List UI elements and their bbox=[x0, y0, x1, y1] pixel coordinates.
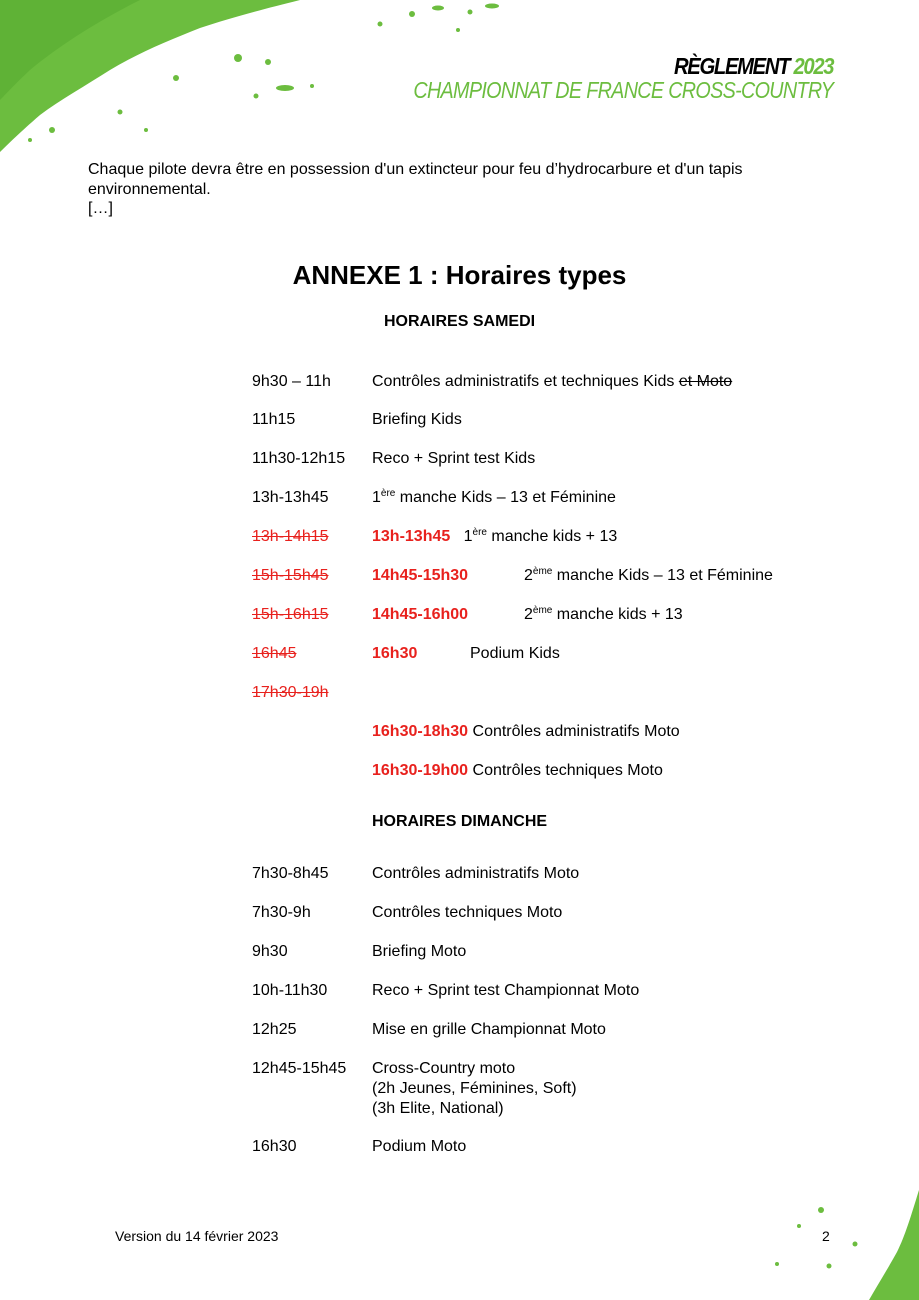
new-time: 16h30 bbox=[372, 645, 418, 662]
brand-title: RÈGLEMENT bbox=[673, 53, 789, 79]
brand-year: 2023 bbox=[793, 53, 833, 79]
description: Reco + Sprint test Kids bbox=[372, 450, 536, 467]
old-time: 16h45 bbox=[252, 645, 297, 662]
ordinal-suffix: ème bbox=[532, 605, 553, 616]
description: Briefing Moto bbox=[372, 943, 467, 960]
time: 11h30-12h15 bbox=[252, 450, 346, 467]
brand-subtitle: CHAMPIONNAT DE FRANCE CROSS-COUNTRY bbox=[413, 77, 833, 103]
ordinal: 2 bbox=[524, 606, 533, 623]
saturday-heading: HORAIRES SAMEDI bbox=[383, 313, 536, 330]
new-time: 16h30-18h30 bbox=[372, 723, 469, 740]
description-detail: (2h Jeunes, Féminines, Soft) bbox=[372, 1080, 577, 1097]
time: 12h45-15h45 bbox=[252, 1060, 347, 1077]
ordinal: 1 bbox=[463, 528, 473, 545]
time: 16h30 bbox=[252, 1138, 297, 1155]
description: Cross-Country moto bbox=[372, 1060, 516, 1077]
description: manche kids + 13 bbox=[552, 606, 683, 623]
time: 9h30 – 11h bbox=[252, 373, 331, 390]
sunday-heading: HORAIRES DIMANCHE bbox=[371, 813, 548, 830]
description: Podium Moto bbox=[372, 1138, 467, 1155]
time: 7h30-9h bbox=[252, 904, 311, 921]
new-time: 13h-13h45 bbox=[372, 528, 451, 545]
description: Contrôles administratifs Moto bbox=[372, 865, 580, 882]
old-time: 13h-14h15 bbox=[252, 528, 329, 545]
description: Contrôles techniques Moto bbox=[372, 904, 563, 921]
ordinal: 1 bbox=[372, 489, 381, 506]
description: Contrôles techniques Moto bbox=[468, 762, 663, 779]
old-time: 15h-16h15 bbox=[252, 606, 329, 623]
footer-version: Version du 14 février 2023 bbox=[115, 1228, 279, 1244]
time: 10h-11h30 bbox=[252, 982, 328, 999]
page-number: 2 bbox=[822, 1228, 830, 1244]
time: 13h-13h45 bbox=[252, 489, 329, 506]
time: 7h30-8h45 bbox=[252, 865, 329, 882]
time: 11h15 bbox=[252, 411, 296, 428]
new-time: 16h30-19h00 bbox=[372, 762, 469, 779]
ordinal-suffix: ème bbox=[532, 566, 553, 577]
description: Mise en grille Championnat Moto bbox=[372, 1021, 606, 1038]
old-time: 15h-15h45 bbox=[252, 567, 329, 584]
time: 12h25 bbox=[252, 1021, 297, 1038]
description: manche Kids – 13 et Féminine bbox=[395, 489, 616, 506]
ordinal-suffix: ère bbox=[472, 527, 487, 538]
struck-text: et Moto bbox=[678, 373, 733, 390]
intro-text bbox=[88, 160, 808, 219]
description: Briefing Kids bbox=[372, 411, 462, 428]
old-time: 17h30-19h bbox=[252, 684, 329, 701]
description: Podium Kids bbox=[470, 645, 560, 662]
new-time: 14h45-16h00 bbox=[372, 606, 469, 623]
new-time: 14h45-15h30 bbox=[372, 567, 469, 584]
intro-paragraph: Chaque pilote devra être en possession d'un extincteur pour feu d’hydrocarbure et d'un tapis environnemental. bbox=[88, 161, 743, 198]
green-brush-decoration-bottom bbox=[759, 1190, 919, 1300]
description-detail: (3h Elite, National) bbox=[372, 1100, 504, 1117]
description: manche Kids – 13 et Féminine bbox=[552, 567, 773, 584]
description: manche kids + 13 bbox=[486, 528, 618, 545]
championship-brand bbox=[345, 54, 833, 102]
description: Contrôles administratifs et techniques Kids bbox=[372, 373, 675, 390]
description: Reco + Sprint test Championnat Moto bbox=[372, 982, 640, 999]
annex-title: ANNEXE 1 : Horaires types bbox=[292, 260, 627, 290]
ordinal-suffix: ère bbox=[380, 488, 396, 499]
description: Contrôles administratifs Moto bbox=[468, 723, 680, 740]
time: 9h30 bbox=[252, 943, 288, 960]
ordinal: 2 bbox=[524, 567, 533, 584]
intro-ellipsis: […] bbox=[88, 200, 113, 217]
